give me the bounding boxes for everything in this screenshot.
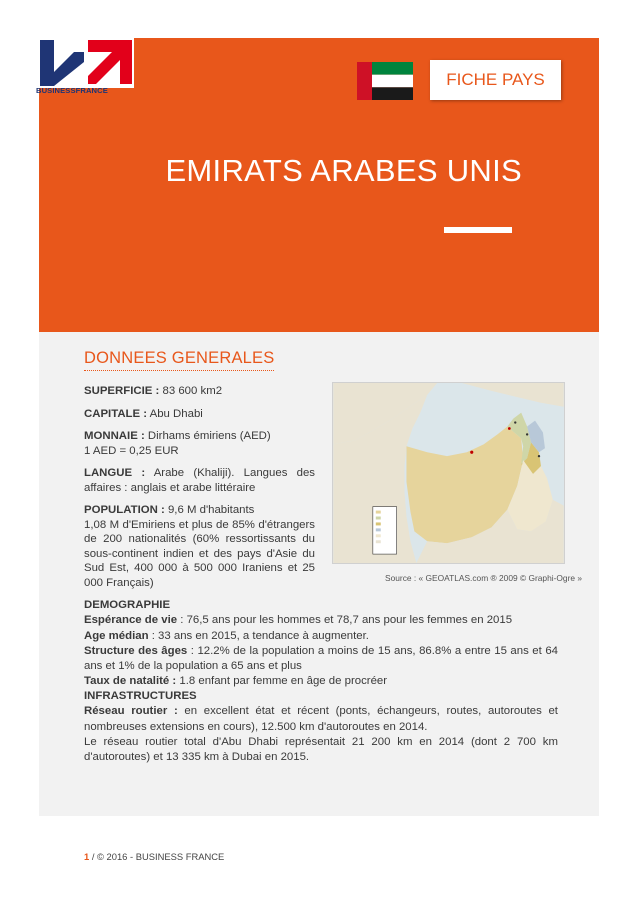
uae-map-image	[333, 383, 564, 563]
natalite-value: 1.8 enfant par femme en âge de procréer	[176, 675, 388, 688]
uae-flag	[357, 62, 413, 100]
reseau-label: Réseau routier :	[84, 705, 178, 718]
population-value: 9,6 M d'habitants	[167, 504, 255, 516]
country-title: EMIRATS ARABES UNIS	[165, 153, 522, 188]
reseau-line	[84, 704, 558, 735]
demographie-heading: DEMOGRAPHIE	[84, 599, 171, 611]
map-source: Source : « GEOATLAS.com ® 2009 © Graphi-Ogre »	[385, 573, 582, 583]
section-title-donnees-generales: DONNEES GENERALES	[84, 349, 274, 371]
logo-mark-icon	[38, 38, 134, 88]
esperance-value: : 76,5 ans pour les hommes et 78,7 ans pour les femmes en 2015	[177, 614, 513, 627]
age-median-line	[84, 629, 558, 644]
fact-langue	[84, 466, 315, 495]
monnaie-label: MONNAIE :	[84, 430, 145, 442]
fact-population	[84, 503, 315, 590]
capitale-label: CAPITALE :	[84, 407, 148, 420]
age-median-label: Age médian	[84, 629, 149, 642]
title-underline	[444, 227, 512, 233]
monnaie-value: Dirhams émiriens (AED)	[147, 430, 271, 442]
langue-value: Arabe (Khaliji). Langues des affaires : anglais et arabe littéraire	[84, 467, 315, 494]
fact-capitale	[84, 407, 315, 422]
superficie-value: 83 600 km2	[162, 385, 223, 397]
monnaie-rate: 1 AED = 0,25 EUR	[84, 444, 179, 457]
business-france-logo	[36, 38, 136, 98]
langue-label: LANGUE :	[84, 467, 146, 479]
natalite-label: Taux de natalité :	[84, 675, 177, 688]
footer-copyright: / © 2016 - BUSINESS FRANCE	[89, 851, 225, 862]
infrastructures-section	[84, 689, 558, 765]
logo-text: BUSINESSFRANCE	[36, 86, 108, 95]
general-facts	[84, 384, 315, 598]
structure-value: : 12.2% de la population a moins de 15 ans, 86.8% a entre 15 ans et 64 ans et 1% de la population a 65 ans et plus	[84, 644, 558, 673]
reseau-total-line: Le réseau routier total d'Abu Dhabi représentait 21 200 km en 2014 (dont 2 700 km d'autoroutes) et 13 335 km à Dubai en 2015.	[84, 735, 558, 764]
superficie-label: SUPERFICIE :	[84, 385, 160, 397]
structure-label: Structure des âges	[84, 644, 188, 657]
reseau-value: en excellent état et récent (ponts, échangeurs, routes, autoroutes et nombreuses extensions en cours), 12.500 km d'autoroutes en 2014.	[84, 705, 558, 733]
esperance-line	[84, 613, 558, 628]
fact-superficie	[84, 384, 315, 399]
structure-line	[84, 644, 558, 675]
infrastructures-heading: INFRASTRUCTURES	[84, 690, 197, 702]
esperance-label: Espérance de vie	[84, 614, 178, 627]
population-label: POPULATION :	[84, 504, 165, 516]
natalite-line	[84, 674, 558, 689]
page-number: 1	[84, 851, 90, 862]
uae-map	[332, 382, 565, 564]
page-footer	[84, 851, 224, 862]
capitale-value: Abu Dhabi	[149, 407, 203, 420]
fact-monnaie	[84, 429, 315, 458]
demographie-section	[84, 598, 558, 690]
population-detail: 1,08 M d'Emiriens et plus de 85% d'étrangers de 200 nationalités (60% ressortissants du sous-continent indien et des pays d'Asie du Sud Est, 400 000 à 500 000 Iraniens et 25 000 Français)	[84, 518, 315, 589]
fiche-pays-tab: FICHE PAYS	[430, 60, 561, 100]
age-median-value: : 33 ans en 2015, a tendance à augmenter.	[148, 629, 369, 642]
